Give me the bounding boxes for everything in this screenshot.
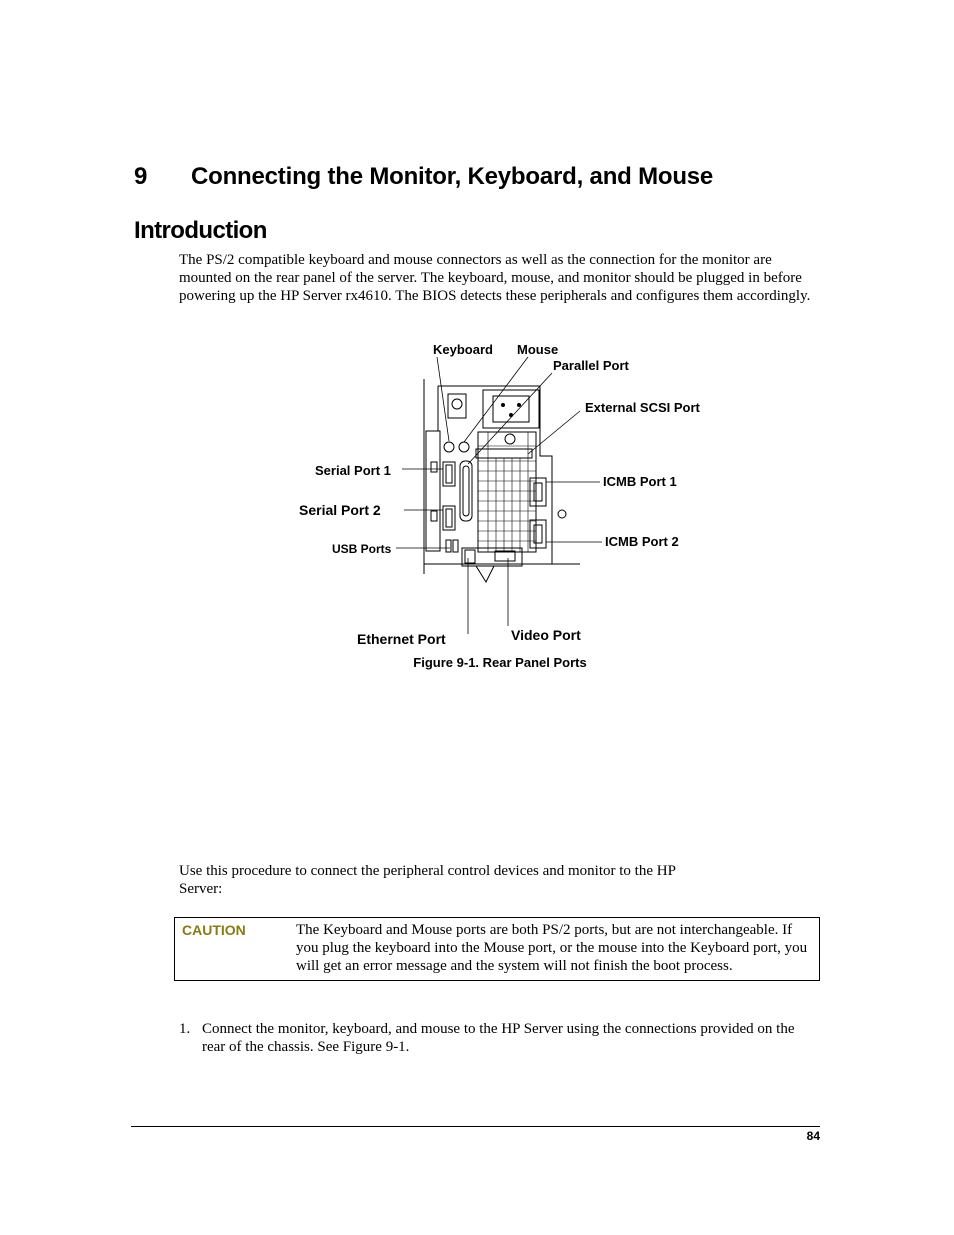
caution-label: CAUTION (182, 922, 246, 938)
figure-labels (299, 342, 701, 647)
chapter-number: 9 (134, 163, 148, 190)
label-serial-port-2: Serial Port 2 (299, 502, 381, 518)
rear-panel-figure (290, 336, 710, 661)
label-parallel-port: Parallel Port (553, 358, 629, 373)
figure-caption: Figure 9-1. Rear Panel Ports (413, 655, 587, 670)
step-text: Connect the monitor, keyboard, and mouse to the HP Server using the connections provided on the rear of the chassis. See Figure 9-1. (202, 1021, 795, 1055)
label-serial-port-1: Serial Port 1 (315, 463, 391, 478)
section-title: Introduction (134, 217, 267, 244)
page-number: 84 (806, 1129, 820, 1143)
chapter-title: Connecting the Monitor, Keyboard, and Mouse (191, 163, 714, 190)
label-icmb-port-2: ICMB Port 2 (605, 534, 679, 549)
chapter-heading (134, 163, 713, 191)
vent-grid (478, 432, 536, 552)
label-usb-ports: USB Ports (332, 542, 392, 556)
procedure-intro: Use this procedure to connect the peripheral control devices and monitor to the HP Server: (179, 863, 676, 897)
intro-paragraph: The PS/2 compatible keyboard and mouse connectors as well as the connection for the monitor are mounted on the rear panel of the server. The keyboard, mouse, and monitor should be plugged in before powering up the HP Server rx4610. The BIOS detects these peripherals and configures them accordingly. (179, 252, 811, 304)
step-number: 1. (179, 1021, 191, 1037)
leader-lines (396, 357, 602, 634)
caution-text: The Keyboard and Mouse ports are both PS/2 ports, but are not interchangeable. If you plug the keyboard into the Mouse port, or the mouse into the Keyboard port, you will get an error message and the system will not finish the boot process. (296, 922, 808, 974)
label-mouse: Mouse (517, 342, 559, 357)
label-external-scsi-port: External SCSI Port (585, 400, 700, 415)
label-video-port: Video Port (511, 627, 581, 643)
label-keyboard: Keyboard (433, 342, 493, 357)
footer-rule (131, 1126, 820, 1127)
chassis-drawing (424, 379, 580, 582)
label-ethernet-port: Ethernet Port (357, 631, 446, 647)
rear-panel-diagram (290, 336, 710, 661)
label-icmb-port-1: ICMB Port 1 (603, 474, 677, 489)
